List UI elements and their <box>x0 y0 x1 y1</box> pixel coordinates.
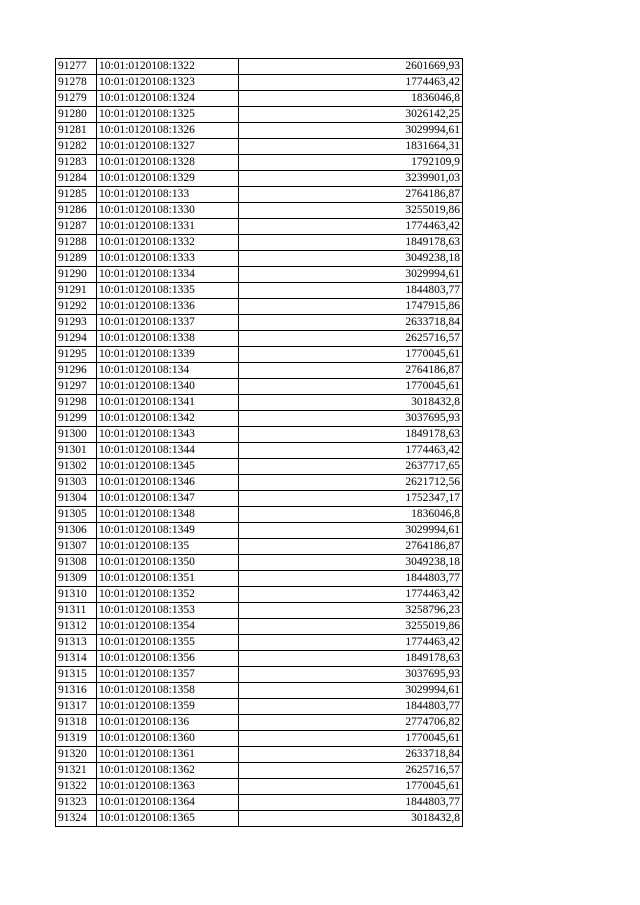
cadastral-number-cell: 10:01:0120108:1338 <box>97 331 239 347</box>
table-row <box>56 187 463 203</box>
cadastral-number-cell: 10:01:0120108:1326 <box>97 123 239 139</box>
row-number-cell: 91283 <box>56 155 97 171</box>
cadastral-number-cell: 10:01:0120108:1355 <box>97 635 239 651</box>
cadastral-number-cell: 10:01:0120108:1342 <box>97 411 239 427</box>
cadastral-value-cell: 2633718,84 <box>239 747 463 763</box>
row-number-cell: 91277 <box>56 59 97 75</box>
row-number-cell: 91314 <box>56 651 97 667</box>
table-row <box>56 603 463 619</box>
table-row <box>56 155 463 171</box>
cadastral-value-cell: 2625716,57 <box>239 763 463 779</box>
cadastral-number-cell: 10:01:0120108:1352 <box>97 587 239 603</box>
row-number-cell: 91310 <box>56 587 97 603</box>
cadastral-number-cell: 10:01:0120108:135 <box>97 539 239 555</box>
cadastral-value-cell: 3029994,61 <box>239 267 463 283</box>
cadastral-number-cell: 10:01:0120108:1324 <box>97 91 239 107</box>
cadastral-number-cell: 10:01:0120108:1332 <box>97 235 239 251</box>
table-row <box>56 331 463 347</box>
table-row <box>56 747 463 763</box>
table-row <box>56 619 463 635</box>
table-row <box>56 539 463 555</box>
row-number-cell: 91282 <box>56 139 97 155</box>
table-row <box>56 699 463 715</box>
table-row <box>56 411 463 427</box>
cadastral-number-cell: 10:01:0120108:1359 <box>97 699 239 715</box>
table-row <box>56 75 463 91</box>
cadastral-value-cell: 3255019,86 <box>239 203 463 219</box>
row-number-cell: 91288 <box>56 235 97 251</box>
cadastral-number-cell: 10:01:0120108:1349 <box>97 523 239 539</box>
table-row <box>56 251 463 267</box>
cadastral-number-cell: 10:01:0120108:1333 <box>97 251 239 267</box>
cadastral-number-cell: 10:01:0120108:1331 <box>97 219 239 235</box>
table-row <box>56 459 463 475</box>
row-number-cell: 91313 <box>56 635 97 651</box>
cadastral-number-cell: 10:01:0120108:133 <box>97 187 239 203</box>
cadastral-value-cell: 1770045,61 <box>239 779 463 795</box>
cadastral-value-table <box>55 58 463 827</box>
table-row <box>56 667 463 683</box>
cadastral-value-cell: 2764186,87 <box>239 363 463 379</box>
row-number-cell: 91321 <box>56 763 97 779</box>
row-number-cell: 91290 <box>56 267 97 283</box>
row-number-cell: 91322 <box>56 779 97 795</box>
cadastral-number-cell: 10:01:0120108:1322 <box>97 59 239 75</box>
cadastral-number-cell: 10:01:0120108:1350 <box>97 555 239 571</box>
cadastral-value-cell: 1849178,63 <box>239 427 463 443</box>
row-number-cell: 91298 <box>56 395 97 411</box>
row-number-cell: 91295 <box>56 347 97 363</box>
cadastral-value-cell: 1774463,42 <box>239 587 463 603</box>
table-row <box>56 59 463 75</box>
cadastral-value-cell: 3258796,23 <box>239 603 463 619</box>
table-row <box>56 491 463 507</box>
row-number-cell: 91286 <box>56 203 97 219</box>
cadastral-value-cell: 1836046,8 <box>239 507 463 523</box>
cadastral-value-cell: 2621712,56 <box>239 475 463 491</box>
cadastral-number-cell: 10:01:0120108:1353 <box>97 603 239 619</box>
row-number-cell: 91296 <box>56 363 97 379</box>
row-number-cell: 91318 <box>56 715 97 731</box>
table-row <box>56 763 463 779</box>
row-number-cell: 91293 <box>56 315 97 331</box>
cadastral-value-cell: 1774463,42 <box>239 75 463 91</box>
table-row <box>56 811 463 827</box>
cadastral-number-cell: 10:01:0120108:134 <box>97 363 239 379</box>
cadastral-value-cell: 1844803,77 <box>239 795 463 811</box>
cadastral-value-cell: 3239901,03 <box>239 171 463 187</box>
table-row <box>56 795 463 811</box>
cadastral-value-cell: 1770045,61 <box>239 731 463 747</box>
row-number-cell: 91285 <box>56 187 97 203</box>
cadastral-number-cell: 10:01:0120108:1335 <box>97 283 239 299</box>
table-row <box>56 427 463 443</box>
row-number-cell: 91291 <box>56 283 97 299</box>
cadastral-number-cell: 10:01:0120108:1351 <box>97 571 239 587</box>
table-row <box>56 219 463 235</box>
table-row <box>56 91 463 107</box>
row-number-cell: 91289 <box>56 251 97 267</box>
cadastral-value-cell: 1844803,77 <box>239 699 463 715</box>
row-number-cell: 91299 <box>56 411 97 427</box>
table-row <box>56 379 463 395</box>
cadastral-number-cell: 10:01:0120108:1346 <box>97 475 239 491</box>
row-number-cell: 91294 <box>56 331 97 347</box>
row-number-cell: 91303 <box>56 475 97 491</box>
row-number-cell: 91297 <box>56 379 97 395</box>
cadastral-number-cell: 10:01:0120108:1329 <box>97 171 239 187</box>
row-number-cell: 91315 <box>56 667 97 683</box>
table-row <box>56 443 463 459</box>
cadastral-number-cell: 10:01:0120108:1356 <box>97 651 239 667</box>
cadastral-value-cell: 3018432,8 <box>239 811 463 827</box>
row-number-cell: 91292 <box>56 299 97 315</box>
table-row <box>56 635 463 651</box>
table-row <box>56 315 463 331</box>
cadastral-value-cell: 1747915,86 <box>239 299 463 315</box>
cadastral-value-cell: 1792109,9 <box>239 155 463 171</box>
table-row <box>56 507 463 523</box>
row-number-cell: 91284 <box>56 171 97 187</box>
table-row <box>56 683 463 699</box>
row-number-cell: 91319 <box>56 731 97 747</box>
cadastral-number-cell: 10:01:0120108:136 <box>97 715 239 731</box>
cadastral-value-cell: 3049238,18 <box>239 555 463 571</box>
cadastral-value-cell: 2633718,84 <box>239 315 463 331</box>
row-number-cell: 91301 <box>56 443 97 459</box>
cadastral-number-cell: 10:01:0120108:1361 <box>97 747 239 763</box>
cadastral-value-cell: 3037695,93 <box>239 411 463 427</box>
cadastral-value-cell: 2774706,82 <box>239 715 463 731</box>
cadastral-number-cell: 10:01:0120108:1358 <box>97 683 239 699</box>
cadastral-value-cell: 1774463,42 <box>239 219 463 235</box>
cadastral-number-cell: 10:01:0120108:1354 <box>97 619 239 635</box>
cadastral-number-cell: 10:01:0120108:1340 <box>97 379 239 395</box>
table-row <box>56 779 463 795</box>
row-number-cell: 91324 <box>56 811 97 827</box>
table-row <box>56 203 463 219</box>
cadastral-value-cell: 1831664,31 <box>239 139 463 155</box>
table-row <box>56 171 463 187</box>
cadastral-number-cell: 10:01:0120108:1323 <box>97 75 239 91</box>
table-row <box>56 347 463 363</box>
cadastral-value-cell: 1844803,77 <box>239 283 463 299</box>
table-row <box>56 107 463 123</box>
table-row <box>56 235 463 251</box>
cadastral-value-cell: 1849178,63 <box>239 651 463 667</box>
cadastral-number-cell: 10:01:0120108:1334 <box>97 267 239 283</box>
row-number-cell: 91280 <box>56 107 97 123</box>
row-number-cell: 91281 <box>56 123 97 139</box>
cadastral-number-cell: 10:01:0120108:1337 <box>97 315 239 331</box>
cadastral-number-cell: 10:01:0120108:1357 <box>97 667 239 683</box>
cadastral-value-cell: 2637717,65 <box>239 459 463 475</box>
cadastral-value-cell: 3029994,61 <box>239 523 463 539</box>
cadastral-number-cell: 10:01:0120108:1345 <box>97 459 239 475</box>
table-row <box>56 123 463 139</box>
cadastral-number-cell: 10:01:0120108:1328 <box>97 155 239 171</box>
table-row <box>56 267 463 283</box>
cadastral-value-cell: 1752347,17 <box>239 491 463 507</box>
row-number-cell: 91316 <box>56 683 97 699</box>
table-body <box>56 59 463 827</box>
row-number-cell: 91279 <box>56 91 97 107</box>
table-row <box>56 571 463 587</box>
cadastral-number-cell: 10:01:0120108:1344 <box>97 443 239 459</box>
row-number-cell: 91311 <box>56 603 97 619</box>
cadastral-number-cell: 10:01:0120108:1343 <box>97 427 239 443</box>
cadastral-number-cell: 10:01:0120108:1364 <box>97 795 239 811</box>
cadastral-value-cell: 1770045,61 <box>239 347 463 363</box>
cadastral-value-cell: 3026142,25 <box>239 107 463 123</box>
cadastral-value-cell: 3049238,18 <box>239 251 463 267</box>
table-row <box>56 587 463 603</box>
cadastral-value-cell: 1774463,42 <box>239 443 463 459</box>
row-number-cell: 91312 <box>56 619 97 635</box>
cadastral-value-cell: 1836046,8 <box>239 91 463 107</box>
row-number-cell: 91278 <box>56 75 97 91</box>
cadastral-value-cell: 3029994,61 <box>239 683 463 699</box>
table-row <box>56 283 463 299</box>
cadastral-value-cell: 3018432,8 <box>239 395 463 411</box>
cadastral-value-cell: 3037695,93 <box>239 667 463 683</box>
table-row <box>56 363 463 379</box>
cadastral-number-cell: 10:01:0120108:1365 <box>97 811 239 827</box>
table-row <box>56 715 463 731</box>
cadastral-value-cell: 2601669,93 <box>239 59 463 75</box>
cadastral-value-cell: 2764186,87 <box>239 187 463 203</box>
cadastral-number-cell: 10:01:0120108:1363 <box>97 779 239 795</box>
cadastral-value-cell: 1849178,63 <box>239 235 463 251</box>
row-number-cell: 91305 <box>56 507 97 523</box>
row-number-cell: 91323 <box>56 795 97 811</box>
cadastral-value-cell: 2625716,57 <box>239 331 463 347</box>
cadastral-number-cell: 10:01:0120108:1330 <box>97 203 239 219</box>
cadastral-value-cell: 1844803,77 <box>239 571 463 587</box>
cadastral-value-cell: 1774463,42 <box>239 635 463 651</box>
cadastral-number-cell: 10:01:0120108:1348 <box>97 507 239 523</box>
row-number-cell: 91308 <box>56 555 97 571</box>
cadastral-value-cell: 1770045,61 <box>239 379 463 395</box>
cadastral-value-cell: 3255019,86 <box>239 619 463 635</box>
row-number-cell: 91304 <box>56 491 97 507</box>
cadastral-number-cell: 10:01:0120108:1362 <box>97 763 239 779</box>
cadastral-number-cell: 10:01:0120108:1327 <box>97 139 239 155</box>
cadastral-number-cell: 10:01:0120108:1336 <box>97 299 239 315</box>
table-row <box>56 523 463 539</box>
table-row <box>56 395 463 411</box>
cadastral-number-cell: 10:01:0120108:1360 <box>97 731 239 747</box>
table-row <box>56 731 463 747</box>
row-number-cell: 91317 <box>56 699 97 715</box>
row-number-cell: 91309 <box>56 571 97 587</box>
cadastral-number-cell: 10:01:0120108:1347 <box>97 491 239 507</box>
row-number-cell: 91320 <box>56 747 97 763</box>
cadastral-number-cell: 10:01:0120108:1325 <box>97 107 239 123</box>
cadastral-number-cell: 10:01:0120108:1339 <box>97 347 239 363</box>
row-number-cell: 91302 <box>56 459 97 475</box>
row-number-cell: 91306 <box>56 523 97 539</box>
cadastral-number-cell: 10:01:0120108:1341 <box>97 395 239 411</box>
row-number-cell: 91307 <box>56 539 97 555</box>
row-number-cell: 91287 <box>56 219 97 235</box>
table-row <box>56 555 463 571</box>
row-number-cell: 91300 <box>56 427 97 443</box>
cadastral-value-cell: 3029994,61 <box>239 123 463 139</box>
table-row <box>56 651 463 667</box>
table-row <box>56 139 463 155</box>
table-row <box>56 299 463 315</box>
table-row <box>56 475 463 491</box>
cadastral-value-cell: 2764186,87 <box>239 539 463 555</box>
